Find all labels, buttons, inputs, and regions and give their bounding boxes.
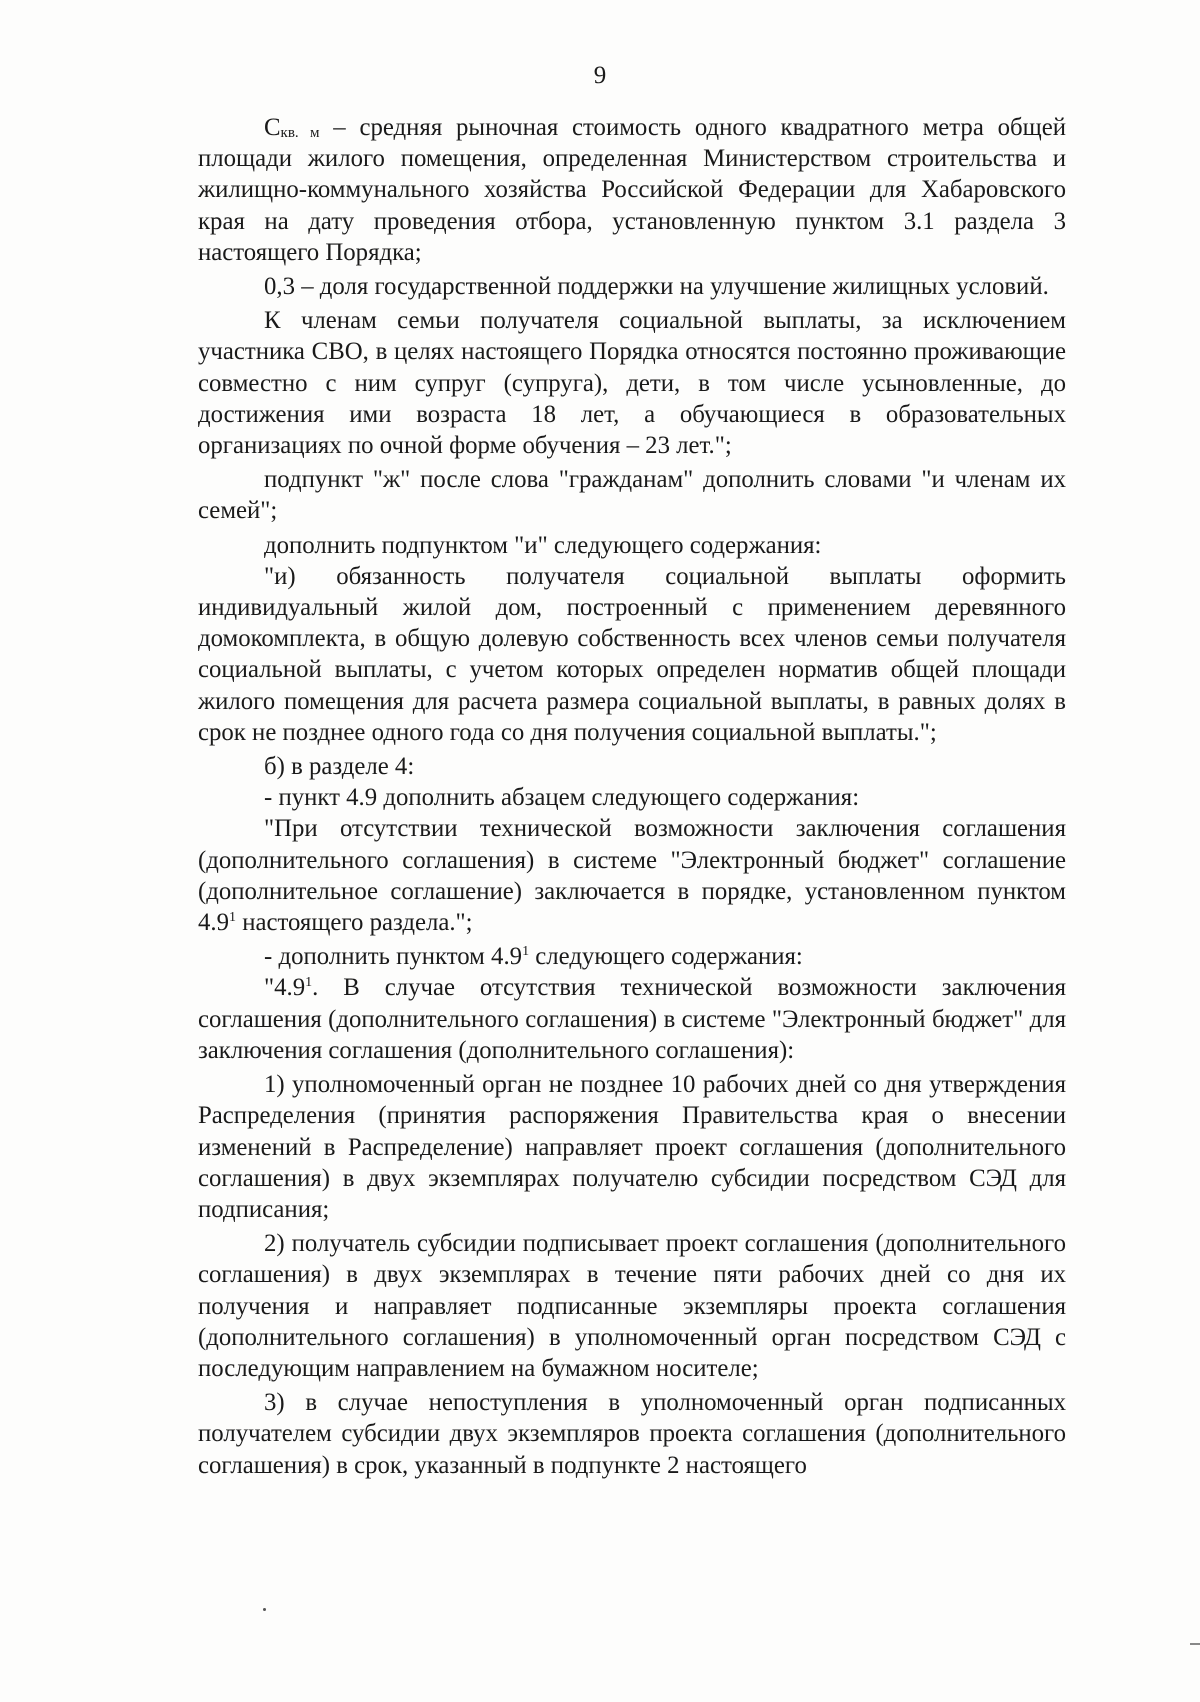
paragraph-item-2: 2) получатель субсидии подписывает проект соглашения (дополнительного соглашения) в двух экземплярах в течение пяти рабочих дней со дня их получения и направляет подписанные экземпляры проекта соглашения (дополнительного соглашения) в уполномоченный орган посредством СЭД с последующим направлением на бумажном носителе; [198,1230,1066,1382]
superscript: 1 [522,944,530,960]
document-body [198,112,1066,1481]
paragraph-point-4-9: - пункт 4.9 дополнить абзацем следующего содержания: [264,784,860,812]
paragraph-subpoint-zh: подпункт "ж" после слова "гражданам" дополнить словами "и членам их семей"; [198,466,1066,525]
paragraph-text: – средняя рыночная стоимость одного квадратного метра общей площади жилого помещения, определенная Министерством строительства и жилищно-коммунального хозяйства Российской Федерации для Хабаровского края на дату проведения отбора, установленную пунктом 3.1 раздела 3 настоящего Порядка; [198,114,1066,266]
paragraph-text: - дополнить пунктом 4.9 [264,943,523,971]
symbol-subscript: кв. м [280,125,320,141]
symbol-c: С [264,114,281,141]
scan-artifact-mark [1190,1643,1200,1645]
paragraph-sq-meter-cost [198,112,1066,268]
superscript: 1 [229,910,236,926]
paragraph-point-4-9-1-text [198,972,1066,1066]
paragraph-text: "При отсутствии технической возможности заключения соглашения (дополнительного соглашения) в системе "Электронный бюджет" соглашение (дополнительное соглашение) заключается в порядке, установленном пунктом 4.9 [198,815,1066,937]
page-number: 9 [593,62,607,89]
paragraph-section-4: б) в разделе 4: [264,753,415,781]
paragraph-subpoint-i-text: "и) обязанность получателя социальной выплаты оформить индивидуальный жилой дом, построенный с применением деревянного домокомплекта, в общую долевую собственность всех членов семьи получателя социальной выплаты, с учетом которых определен норматив общей площади жилого помещения для расчета размера социальной выплаты, в равных долях в срок не позднее одного года со дня получения социальной выплаты."; [198,562,1066,746]
paragraph-add-point-4-9-1 [198,941,1066,972]
paragraph-item-3: 3) в случае непоступления в уполномоченный орган подписанных получателем субсидии двух экземпляров проекта соглашения (дополнительного соглашения) в срок, указанный в подпункте 2 настоящего [198,1389,1066,1479]
paragraph-text: следующего содержания: [529,943,803,971]
superscript: 1 [305,975,313,991]
paragraph-family-members: К членам семьи получателя социальной выплаты, за исключением участника СВО, в целях настоящего Порядка относятся постоянно проживающие совместно с ним супруг (супруга), дети, в том числе усыновленные, до достижения ими возраста 18 лет, а обучающиеся в образовательных организациях по очной форме обучения – 23 лет."; [198,307,1066,460]
paragraph-support-share: 0,3 – доля государственной поддержки на улучшение жилищных условий. [264,273,1049,301]
paragraph-no-tech-possibility [198,813,1066,938]
paragraph-text: "4.9 [264,974,306,1002]
paragraph-item-1: 1) уполномоченный орган не позднее 10 рабочих дней со дня утверждения Распределения (принятия распоряжения Правительства края о внесении изменений в Распределение) направляет проект соглашения (дополнительного соглашения) в двух экземплярах получателю субсидии посредством СЭД для подписания; [198,1071,1066,1223]
scan-artifact-dot [263,1608,266,1611]
paragraph-text: . В случае отсутствия технической возможности заключения соглашения (дополнительного соглашения) в системе "Электронный бюджет" для заключения соглашения (дополнительного соглашения): [198,974,1066,1064]
paragraph-text: настоящего раздела."; [236,909,473,937]
paragraph-add-subpoint-i: дополнить подпунктом "и" следующего содержания: [264,531,822,559]
